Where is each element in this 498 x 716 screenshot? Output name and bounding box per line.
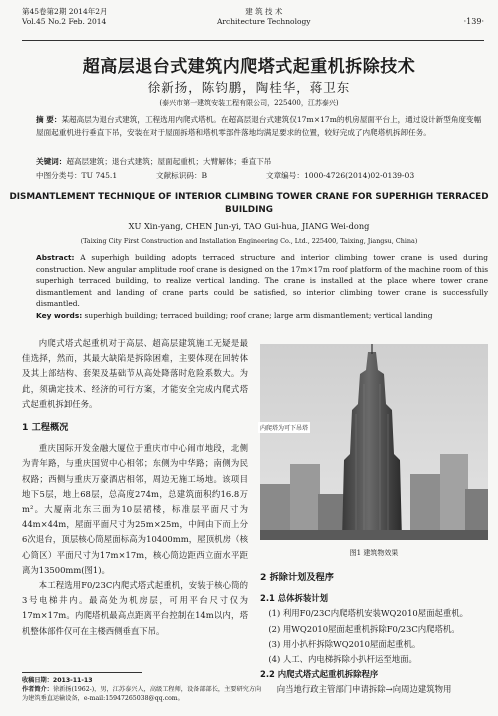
procedure-paragraph: 向当地行政主管部门申请拆除→向周边建筑物用: [276, 684, 452, 695]
plan-item-4: (4) 人工、内电梯拆除小扒杆运至地面。: [268, 654, 417, 665]
footnote: [22, 676, 262, 703]
figure-inset-label: 内爬塔为可下吊塔: [258, 422, 310, 433]
article-title-cn: 超高层退台式建筑内爬塔式起重机拆除技术: [82, 57, 416, 77]
article-title-en: DISMANTLEMENT TECHNIQUE OF INTERIOR CLIMBING TOWER CRANE FOR SUPERHIGH TERRACED BUILDING: [9, 192, 489, 215]
classification-line: [36, 170, 488, 182]
header-rule: [22, 40, 484, 41]
article-number: 文章编号：1000-4726(2014)02-0139-03: [266, 171, 415, 180]
keywords-cn-text: 超高层建筑；退台式建筑；屋面起重机；大臂解体；垂直下吊: [66, 157, 272, 166]
page-number: ·139·: [463, 17, 484, 26]
keywords-en-label: Key words:: [36, 311, 83, 320]
authors-cn: 徐新扬，陈钧鹏，陶桂华，蒋卫东: [147, 80, 351, 95]
section-1-paragraph-2: 本工程选用F0/23C内爬式塔式起重机，安装于核心筒的3号电梯井内。最高处为机房层，可用平台尺寸仅为17m×17m。内爬塔机最高点距离平台控制在14m以内，塔机整体部件仅可在主楼西侧垂直下吊。: [22, 580, 248, 636]
building-photo-drawing: [260, 344, 488, 540]
abstract-en-text: A superhigh building adopts terraced structure and interior climbing tower crane is used during construction. New angular amplitude roof crane is designed on the 17m×17m roof platform of the machine room of this superhigh terraced building, to realize vertical landing. The crane is installed at the place where tower crane dismantlement and landing of crane parts could be satisfied, so interior climbing tower crane is successfully dismantled.: [36, 253, 488, 309]
section-1-heading: 1 工程概况: [22, 422, 69, 434]
doc-code: 文献标识码：B: [156, 171, 208, 180]
subsection-2-1-heading: 2.1 总体拆装计划: [260, 593, 329, 604]
affiliation-cn: (泰兴市第一建筑安装工程有限公司，225400，江苏泰兴): [159, 99, 339, 107]
left-column: [22, 336, 248, 639]
keywords-cn: [36, 156, 488, 168]
abstract-en-label: Abstract:: [36, 253, 75, 262]
author-bio: 徐新扬(1962-)，男，江苏泰兴人，高级工程师，设备部部长，主要研究方向为建筑垂直运输设备，e-mail:15947265038@qq.com。: [22, 686, 262, 702]
footnote-rule: [22, 672, 142, 673]
abstract-cn-label: 摘 要：: [36, 115, 62, 124]
abstract-cn-text: 某超高层为退台式建筑，工程选用内爬式塔机。在超高层退台式建筑仅17m×17m的机房屋面平台上，通过设计新型角度变幅屋面起重机进行垂直下吊，安装在对于屋面拆塔和塔机零部件落地均满足要求的位置，较好完成了内爬塔机拆卸任务。: [36, 115, 482, 137]
authors-en: XU Xin-yang, CHEN Jun-yi, TAO Gui-hua, JIANG Wei-dong: [128, 221, 370, 231]
building-photo: [260, 344, 488, 540]
plan-item-3: (3) 用小扒杆拆除WQ2010屋面起重机。: [268, 638, 421, 649]
volume-en: Vol.45 No.2 Feb. 2014: [22, 17, 107, 26]
keywords-en: [36, 310, 488, 322]
journal-name: [217, 7, 311, 27]
abstract-cn: [36, 114, 488, 139]
journal-en: Architecture Technology: [217, 17, 311, 26]
keywords-en-text: superhigh building; terraced building; roof crane; large arm dismantlement; vertical landing: [82, 311, 433, 320]
author-bio-label: 作者简介：: [22, 686, 53, 693]
clc-number: 中图分类号：TU 745.1: [36, 171, 118, 180]
issue-info: [22, 7, 108, 27]
received-date: 收稿日期：2013-11-13: [22, 677, 93, 684]
abstract-en: [36, 252, 488, 310]
journal-cn: 建 筑 技 术: [245, 7, 283, 16]
affiliation-en: (Taixing City First Construction and Installation Engineering Co., Ltd., 225400, Taixing, Jiangsu, China): [80, 237, 418, 245]
subsection-2-2-heading: 2.2 内爬式塔式起重机拆除程序: [260, 669, 379, 680]
running-header: [22, 7, 484, 47]
right-column: [260, 570, 488, 698]
figure-caption: 图1 建筑物效果: [349, 549, 399, 557]
plan-item-2: (2) 用WQ2010屋面起重机拆除F0/23C内爬塔机。: [268, 623, 460, 634]
keywords-cn-label: 关键词：: [36, 157, 67, 166]
plan-item-1: (1) 利用F0/23C内爬塔机安装WQ2010屋面起重机。: [268, 608, 468, 619]
section-2-heading: 2 拆除计划及程序: [260, 572, 334, 583]
intro-paragraph: 内爬式塔式起重机对于高层、超高层建筑施工无疑是最佳选择，然而，其最大缺陷是拆除困难，主要体现在回转体及其上部结构、套架及基础节从高处降落时危险系数大。为此，须确定技术、经济的可行方案，才能安全完成内爬式塔式起重机拆卸任务。: [22, 338, 248, 409]
volume-cn: 第45卷第2期 2014年2月: [22, 7, 108, 16]
section-1-paragraph-1: 重庆国际开发金融大厦位于重庆市中心闹市地段，北侧为青年路，与重庆国贸中心相邻；东侧为中华路；南侧为民权路；西侧与重庆万豪酒店相邻，周边无施工场地。该项目地下5层，地上68层，总高度274m，总建筑面积约16.8万m²。大厦南北东三面为10层裙楼，标准层平面尺寸为44m×44m，屋面平面尺寸为25m×25m，中间由下而上分6次退台，顶层核心筒屋面标高为10400mm，屋顶机房（核心筒区）平面尺寸为17m×17m，核心筒边距西立面水平距离为13500mm(图1)。: [22, 443, 248, 575]
